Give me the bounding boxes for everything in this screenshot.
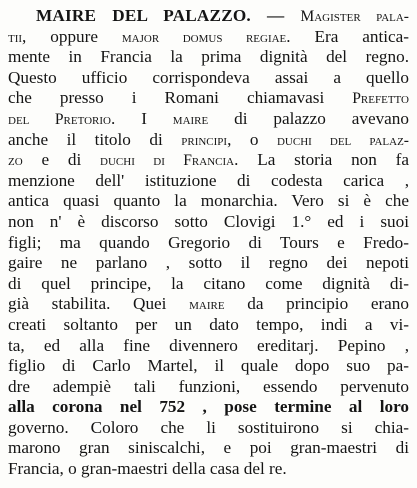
- text-segment: di quel principe, la citano come dignità di-: [8, 273, 409, 293]
- text-segment: maire: [189, 296, 225, 314]
- text-segment: , oppure: [22, 26, 122, 46]
- text-line: [8, 233, 409, 254]
- text-segment: da principio erano: [224, 294, 409, 314]
- text-segment: del Pretorio: [8, 110, 112, 128]
- text-segment: dre adempiè tali funzioni, essendo pervenuto: [8, 376, 409, 396]
- text-line: [8, 418, 409, 439]
- text-segment: Prefetto: [352, 90, 409, 108]
- text-segment: non n' è discorso sotto Clovigi 1.° ed i suoi: [8, 211, 409, 231]
- text-line: [8, 336, 409, 357]
- text-line: [8, 315, 409, 336]
- text-segment: zo: [8, 152, 23, 170]
- text-segment: governo. Coloro che li sostituirono si chia-: [8, 417, 409, 437]
- article-column: [8, 6, 409, 480]
- text-segment: figlio di Carlo Martel, il quale dopo suo pa-: [8, 356, 409, 376]
- text-line: [8, 191, 409, 212]
- text-segment: creati soltanto per un dato tempo, indi a vi-: [8, 314, 409, 334]
- text-segment: gaire ne parlano , sotto il regno dei nepoti: [8, 253, 409, 273]
- text-line: [8, 109, 409, 130]
- text-line: [8, 27, 409, 48]
- text-segment: anche il titolo di: [8, 129, 182, 149]
- text-segment: figli; ma quando Gregorio di Tours e Fredo-: [8, 232, 409, 252]
- text-segment: già stabilita. Quei: [8, 294, 190, 314]
- text-line: [8, 47, 409, 68]
- text-segment: MAIRE DEL PALAZZO. —: [36, 6, 301, 25]
- text-segment: . La storia non fa: [234, 150, 410, 170]
- text-segment: che presso i Romani chiamavasi: [8, 88, 353, 108]
- text-line: [8, 397, 409, 418]
- text-segment: duchi del palaz-: [276, 131, 409, 149]
- text-segment: . I: [111, 108, 173, 128]
- text-segment: maire: [172, 110, 209, 128]
- text-segment: ta, ed alla fine divennero ereditarj. Pepino ,: [8, 335, 409, 355]
- text-segment: e di: [22, 150, 101, 170]
- text-segment: Francia, o gran-maestri della casa del re.: [8, 459, 287, 479]
- text-line: [8, 459, 409, 480]
- text-line: [8, 274, 409, 295]
- text-segment: menzione dell' istituzione di codesta carica ,: [8, 170, 409, 190]
- text-segment: tii: [8, 28, 23, 46]
- text-line: [8, 438, 409, 459]
- text-line: [8, 377, 409, 398]
- text-line: [8, 253, 409, 274]
- text-line: [8, 212, 409, 233]
- text-segment: , o: [227, 129, 277, 149]
- text-line: [8, 356, 409, 377]
- text-segment: antica quasi quanto la monarchia. Vero si è che: [8, 191, 409, 211]
- text-segment: major domus regiae: [121, 28, 287, 46]
- text-line: [8, 171, 409, 192]
- text-segment: principi: [181, 131, 228, 149]
- text-segment: mente in Francia la prima dignità del regno.: [8, 47, 409, 67]
- text-line: [8, 6, 409, 27]
- text-line: [8, 294, 409, 315]
- text-segment: duchi di Francia: [100, 152, 235, 170]
- text-segment: di palazzo avevano: [208, 108, 409, 128]
- text-line: [8, 130, 409, 151]
- text-segment: Magister pala-: [300, 8, 409, 25]
- text-segment: Questo ufficio corrispondeva assai a quello: [8, 67, 409, 87]
- text-line: [8, 68, 409, 89]
- text-segment: . Era antica-: [286, 26, 410, 46]
- text-segment: alla corona nel 752 , pose termine al loro: [8, 397, 409, 417]
- text-line: [8, 150, 409, 171]
- text-line: [8, 88, 409, 109]
- text-segment: marono gran siniscalchi, e poi gran-maestri di: [8, 438, 409, 458]
